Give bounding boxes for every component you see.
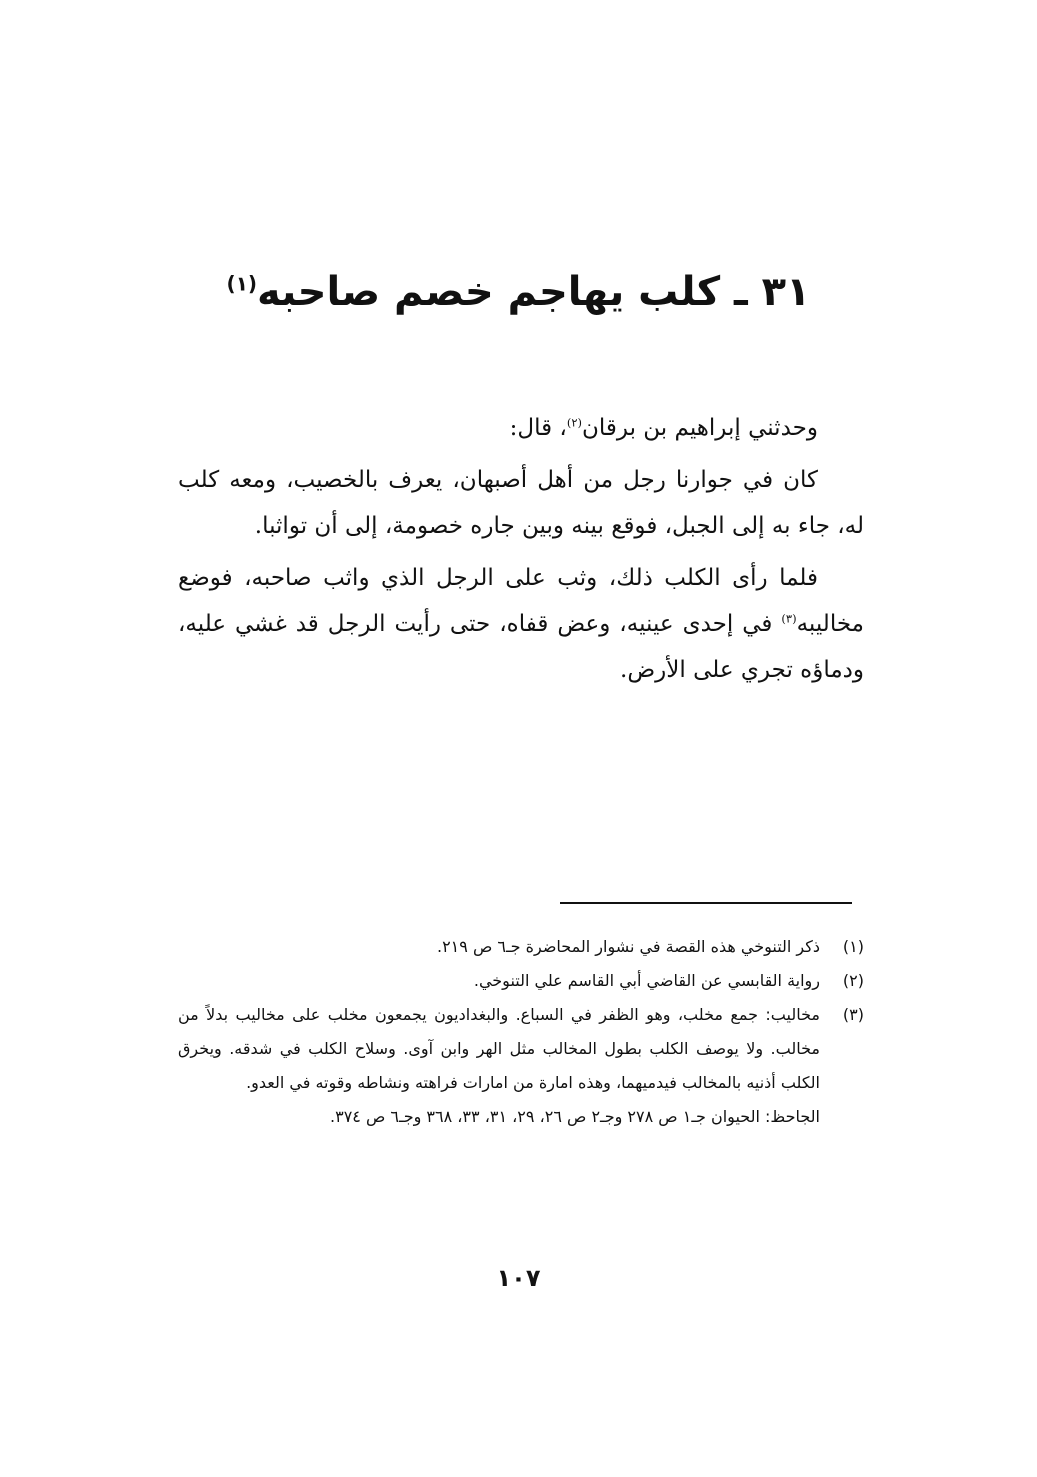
footnotes [178, 930, 864, 1134]
page-number: ١٠٧ [496, 1264, 541, 1292]
footnote-ref-3: (٣) [781, 611, 797, 626]
footnote-3-text: مخاليب: جمع مخلب، وهو الظفر في السباع. والبغداديون يجمعون مخلب على مخاليب بدلاً من مخالب. ولا يوصف الكلب بطول المخالب مثل الهر وابن آوى. وسلاح الكلب في شدقه. ويخرق الكلب أذنيه بالمخالب فيدميهما، وهذه امارة من امارات فراهته ونشاطه وقوته في العدو. [178, 1005, 820, 1092]
footnote-2 [178, 964, 864, 998]
chapter-title-text: ٣١ ـ كلب يهاجم خصم صاحبه [257, 269, 811, 315]
paragraph-3-start: فلما رأى الكلب ذلك، وثب على الرجل الذي واثب صاحبه، فوضع مخاليبه [178, 565, 864, 637]
paragraph-3 [178, 555, 864, 693]
footnote-3-source: الجاحظ: الحيوان جـ١ ص ٢٧٨ وجـ٢ ص ٢٦، ٢٩، ٣١، ٣٣، ٣٦٨ وجـ٦ ص ٣٧٤. [330, 1107, 820, 1126]
footnote-3 [178, 998, 864, 1100]
paragraph-2: كان في جوارنا رجل من أهل أصبهان، يعرف بالخصيب، ومعه كلب له، جاء به إلى الجبل، فوقع بينه وبين جاره خصومة، إلى أن تواثبا. [178, 467, 864, 539]
footnote-separator [560, 902, 852, 904]
paragraph-1-start: وحدثني إبراهيم بن برقان [582, 415, 818, 441]
paragraph-3-end: في إحدى عينيه، وعض قفاه، حتى رأيت الرجل قد غشي عليه، ودماؤه تجري على الأرض. [178, 611, 864, 683]
footnote-2-number: (٢) [842, 971, 864, 990]
paragraph-1-end: ، قال: [509, 415, 567, 441]
footnote-ref-2: (٢) [566, 415, 582, 430]
footnote-2-text: رواية القابسي عن القاضي أبي القاسم علي التنوخي. [473, 971, 820, 990]
paragraph-1 [178, 405, 864, 451]
footnote-1-number: (١) [842, 937, 864, 956]
footnote-ref-1: (١) [226, 271, 258, 296]
chapter-title [160, 262, 877, 322]
footnote-3-number: (٣) [842, 1005, 864, 1024]
footnote-1 [178, 930, 864, 964]
footnote-1-text: ذكر التنوخي هذه القصة في نشوار المحاضرة جـ٦ ص ٢١٩. [436, 937, 820, 956]
body-text [178, 405, 864, 699]
